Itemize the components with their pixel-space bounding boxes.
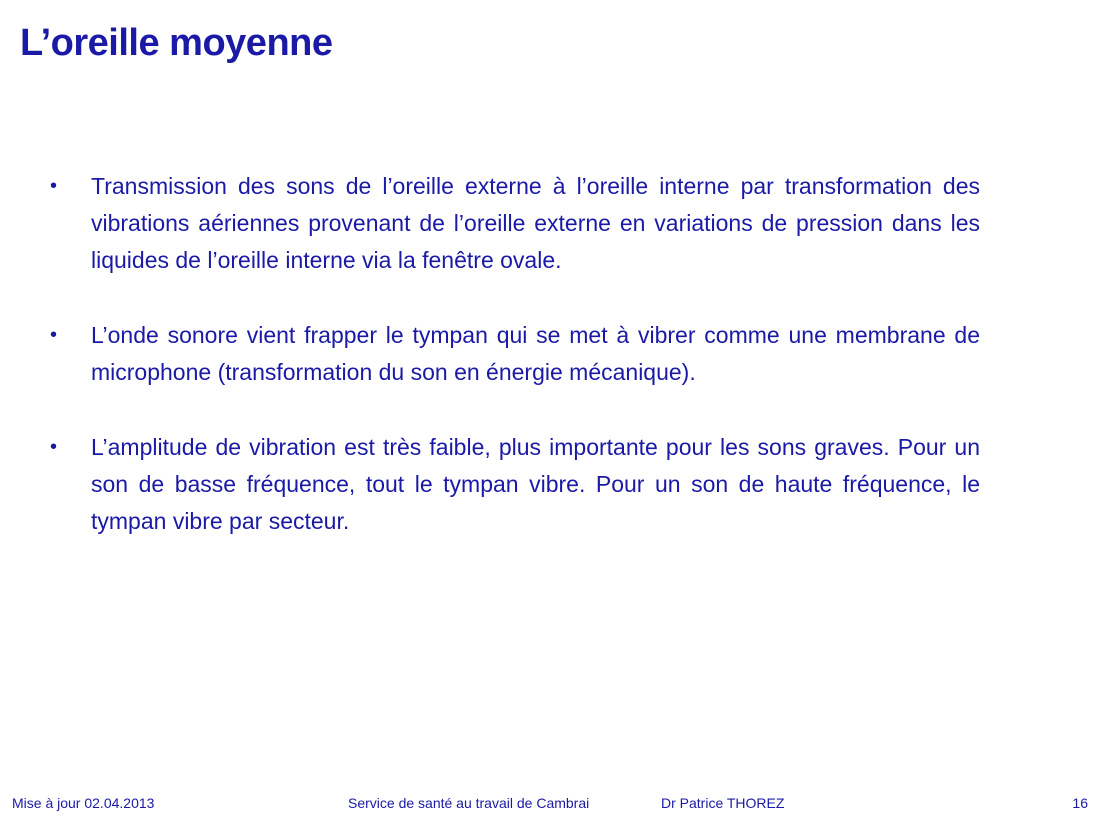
- bullet-text: L’amplitude de vibration est très faible, plus importante pour les sons graves. Pour un son de basse fréquence, tout le tympan vibre. Pour un son de haute fréquence, le tympan vibre par secteur.: [91, 434, 980, 534]
- bullet-item-amplitude: [50, 429, 980, 540]
- bullet-list: [50, 168, 980, 578]
- bullet-icon: •: [50, 175, 58, 197]
- slide-title: L’oreille moyenne: [20, 22, 333, 64]
- bullet-text: L’onde sonore vient frapper le tympan qui se met à vibrer comme une membrane de microphone (transformation du son en énergie mécanique).: [91, 322, 980, 385]
- bullet-item-transmission: [50, 168, 980, 279]
- bullet-text: Transmission des sons de l’oreille externe à l’oreille interne par transformation des vibrations aériennes provenant de l’oreille externe en variations de pression dans les liquides de l’oreille interne via la fenêtre ovale.: [91, 173, 980, 273]
- footer-author: Dr Patrice THOREZ: [661, 795, 785, 811]
- bullet-icon: •: [50, 436, 58, 458]
- page-number: 16: [1072, 795, 1088, 811]
- bullet-icon: •: [50, 324, 58, 346]
- bullet-item-tympan: [50, 317, 980, 391]
- footer-update-date: Mise à jour 02.04.2013: [12, 795, 155, 811]
- footer-service: Service de santé au travail de Cambrai: [348, 795, 590, 811]
